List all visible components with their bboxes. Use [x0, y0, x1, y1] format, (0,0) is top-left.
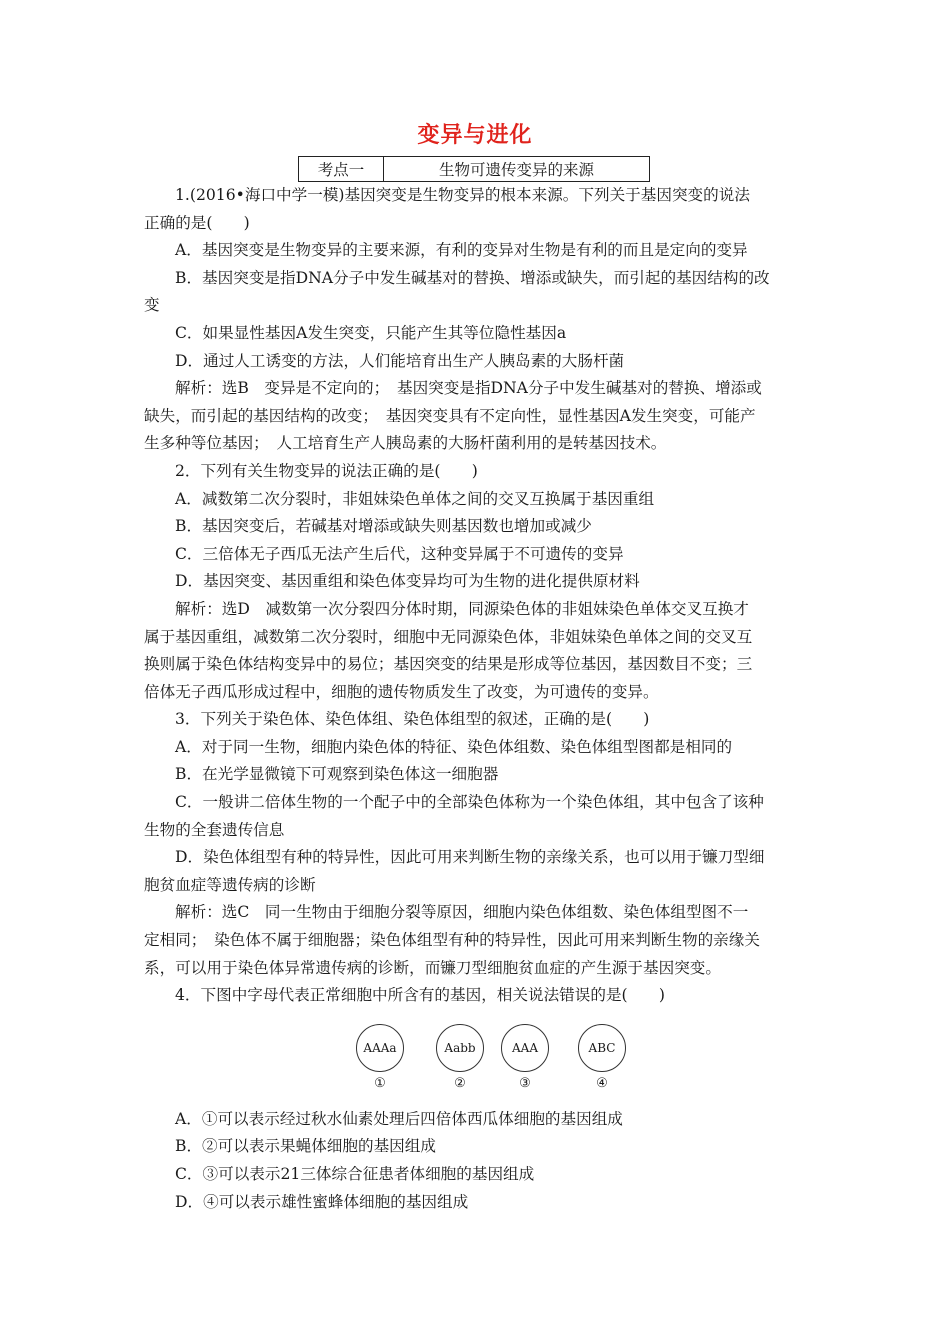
q2-option-c: C．三倍体无子西瓜无法产生后代，这种变异属于不可遗传的变异 [175, 544, 624, 563]
cell-label: ① [374, 1075, 386, 1091]
q2-explanation: 解析：选D 减数第一次分裂四分体时期，同源染色体的非姐妹染色单体交叉互换才 [175, 599, 749, 618]
q1-explanation-cont: 缺失，而引起的基因结构的改变； 基因突变具有不定向性，显性基因A发生突变，可能产 [144, 406, 756, 425]
q3-option-c-cont: 生物的全套遗传信息 [144, 820, 285, 839]
q1-explanation-cont: 生多种等位基因； 人工培育生产人胰岛素的大肠杆菌利用的是转基因技术。 [144, 434, 667, 453]
q1-option-b-cont: 变 [144, 296, 160, 315]
q4-option-d: D．④可以表示雄性蜜蜂体细胞的基因组成 [175, 1192, 469, 1211]
cell-circle: AAAa [356, 1024, 404, 1072]
q2-option-d: D．基因突变、基因重组和染色体变异均可为生物的进化提供原材料 [175, 572, 640, 591]
q1-option-b: B．基因突变是指DNA分子中发生碱基对的替换、增添或缺失，而引起的基因结构的改 [175, 268, 770, 287]
cell-circle: AAA [501, 1024, 549, 1072]
cell-circle: Aabb [436, 1024, 484, 1072]
q3-explanation-cont: 系，可以用于染色体异常遗传病的诊断，而镰刀型细胞贫血症的产生源于基因突变。 [144, 958, 721, 977]
q2-explanation-cont: 倍体无子西瓜形成过程中，细胞的遗传物质发生了改变，为可遗传的变异。 [144, 682, 659, 701]
cell-label: ② [454, 1075, 466, 1091]
topic-label: 考点一 [299, 157, 384, 181]
q2-option-b: B．基因突变后，若碱基对增添或缺失则基因数也增加或减少 [175, 517, 592, 536]
q3-option-d-cont: 胞贫血症等遗传病的诊断 [144, 875, 316, 894]
q1-option-d: D．通过人工诱变的方法，人们能培育出生产人胰岛素的大肠杆菌 [175, 351, 625, 370]
question-2-stem: 2．下列有关生物变异的说法正确的是( ) [175, 461, 478, 480]
question-3-stem: 3．下列关于染色体、染色体组、染色体组型的叙述，正确的是( ) [175, 710, 650, 729]
q2-option-a: A．减数第二次分裂时，非姐妹染色单体之间的交叉互换属于基因重组 [175, 489, 655, 508]
question-1-stem: 1.(2016•海口中学一模)基因突变是生物变异的根本来源。下列关于基因突变的说法 [175, 186, 750, 204]
q3-explanation-cont: 定相同； 染色体不属于细胞器；染色体组型有种的特异性，因此可用来判断生物的亲缘关 [144, 931, 760, 950]
q3-option-a: A．对于同一生物，细胞内染色体的特征、染色体组数、染色体组型图都是相同的 [175, 737, 733, 756]
q4-option-c: C．③可以表示21三体综合征患者体细胞的基因组成 [175, 1165, 535, 1183]
q3-explanation: 解析：选C 同一生物由于细胞分裂等原因，细胞内染色体组数、染色体组型图不一 [175, 903, 749, 922]
topic-name: 生物可遗传变异的来源 [438, 161, 594, 179]
q3-option-d: D．染色体组型有种的特异性，因此可用来判断生物的亲缘关系，也可以用于镰刀型细 [175, 848, 765, 867]
cell-gene-figure [144, 1010, 810, 1106]
question-1-stem-cont: 正确的是( ) [144, 213, 250, 232]
question-4-stem: 4．下图中字母代表正常细胞中所含有的基因，相关说法错误的是( ) [175, 986, 665, 1005]
page-title: 变异与进化 [417, 123, 533, 148]
cell-label: ③ [519, 1075, 531, 1091]
q1-option-a: A．基因突变是生物变异的主要来源，有利的变异对生物是有利的而且是定向的变异 [175, 241, 748, 260]
question-content [144, 182, 810, 1216]
q2-explanation-cont: 属于基因重组，减数第二次分裂时，细胞中无同源染色体，非姐妹染色单体之间的交叉互 [144, 627, 753, 646]
cell-circle: ABC [578, 1024, 626, 1072]
q4-option-b: B．②可以表示果蝇体细胞的基因组成 [175, 1137, 436, 1156]
topic-header-table [298, 156, 650, 182]
q3-option-c: C．一般讲二倍体生物的一个配子中的全部染色体称为一个染色体组，其中包含了该种 [175, 793, 764, 812]
cell-label: ④ [596, 1075, 608, 1091]
q3-option-b: B．在光学显微镜下可观察到染色体这一细胞器 [175, 765, 499, 784]
q4-option-a: A．①可以表示经过秋水仙素处理后四倍体西瓜体细胞的基因组成 [175, 1109, 623, 1128]
q2-explanation-cont: 换则属于染色体结构变异中的易位；基因突变的结果是形成等位基因，基因数目不变；三 [144, 655, 753, 674]
q1-option-c: C．如果显性基因A发生突变，只能产生其等位隐性基因a [175, 323, 567, 342]
q1-explanation: 解析：选B 变异是不定向的； 基因突变是指DNA分子中发生碱基对的替换、增添或 [175, 379, 762, 398]
